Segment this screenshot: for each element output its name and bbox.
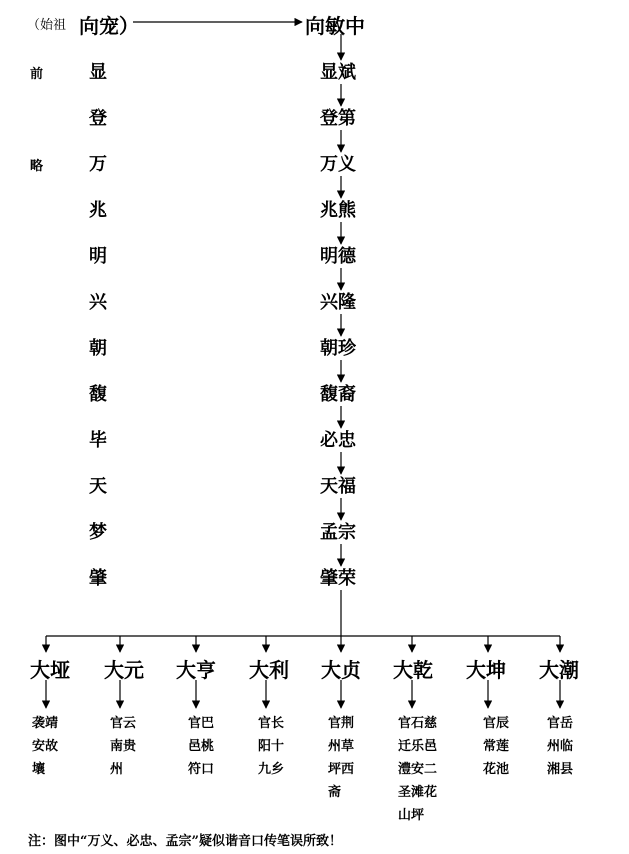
branch-place-line: 圣滩花 — [398, 785, 438, 800]
lineage-name: 登第 — [320, 108, 356, 129]
lineage-name: 天福 — [320, 476, 356, 497]
generation-char: 登 — [89, 108, 107, 129]
branch-place-line: 花池 — [483, 762, 510, 777]
branch-place — [328, 712, 354, 804]
branch-place-line: 州临 — [547, 739, 574, 754]
lineage-name: 兴隆 — [320, 292, 356, 313]
founder-name: 向宠） — [79, 14, 139, 38]
branch-place-line: 符口 — [188, 762, 215, 777]
generation-char: 万 — [89, 154, 107, 175]
lineage-name: 明德 — [320, 246, 356, 267]
branch-place-line: 湘县 — [547, 762, 574, 777]
lineage-name: 兆熊 — [320, 200, 356, 221]
branch-place-line: 官荆 — [328, 716, 355, 731]
branch-place — [32, 712, 58, 781]
branch-place-line: 斋 — [328, 785, 342, 800]
lineage-name: 馥裔 — [320, 384, 356, 405]
generation-char: 馥 — [89, 384, 107, 405]
branch-place-line: 常莲 — [483, 739, 510, 754]
side-label-omit: 略 — [30, 159, 44, 174]
footnote: 注：图中“万义、必忠、孟宗”疑似谐音口传笔误所致！ — [28, 834, 342, 849]
generation-char: 天 — [89, 476, 107, 497]
root-name: 向敏中 — [305, 14, 365, 38]
lineage-name: 朝珍 — [320, 338, 356, 359]
branch-place-line: 坪西 — [328, 762, 355, 777]
generation-char: 兴 — [89, 292, 107, 313]
branch-name: 大亨 — [176, 658, 216, 682]
branch-place — [258, 712, 284, 781]
branch-place-line: 官岳 — [547, 716, 574, 731]
branch-place-line: 官巴 — [188, 716, 215, 731]
branch-place-line: 壤 — [32, 762, 46, 777]
branch-name: 大坤 — [466, 658, 506, 682]
branch-place-line: 邑桃 — [188, 739, 215, 754]
founder-prefix: （始祖 — [27, 18, 67, 33]
branch-place-line: 州 — [110, 762, 124, 777]
generation-char: 梦 — [89, 522, 107, 543]
branch-place-line: 官云 — [110, 716, 137, 731]
branch-name: 大潮 — [539, 658, 579, 682]
branch-place — [398, 712, 437, 827]
generation-char: 显 — [89, 62, 107, 83]
lineage-name: 肇荣 — [320, 568, 356, 589]
branch-place-line: 九乡 — [258, 762, 285, 777]
branch-name: 大垭 — [30, 658, 70, 682]
branch-place — [547, 712, 573, 781]
generation-char: 朝 — [89, 338, 107, 359]
branch-name: 大元 — [104, 658, 144, 682]
lineage-name: 万义 — [320, 154, 356, 175]
side-label-front: 前 — [30, 67, 44, 82]
generation-char: 肇 — [89, 568, 107, 589]
branch-place — [483, 712, 509, 781]
lineage-name: 显斌 — [320, 62, 356, 83]
generation-char: 兆 — [89, 200, 107, 221]
branch-place-line: 袭靖 — [32, 716, 59, 731]
branch-name: 大乾 — [393, 658, 433, 682]
branch-name: 大利 — [249, 658, 289, 682]
branch-name: 大贞 — [321, 658, 361, 682]
branch-place-line: 南贵 — [110, 739, 137, 754]
branch-place-line: 州草 — [328, 739, 355, 754]
lineage-name: 孟宗 — [320, 522, 356, 543]
generation-char: 明 — [89, 246, 107, 267]
branch-place — [110, 712, 136, 781]
branch-place-line: 官辰 — [483, 716, 510, 731]
branch-place-line: 安故 — [32, 739, 59, 754]
branch-place-line: 澧安二 — [398, 762, 438, 777]
branch-place-line: 官石慈 — [398, 716, 438, 731]
branch-place-line: 官长 — [258, 716, 285, 731]
branch-place-line: 阳十 — [258, 739, 285, 754]
lineage-name: 必忠 — [320, 430, 356, 451]
generation-char: 毕 — [89, 430, 107, 451]
branch-place-line: 山坪 — [398, 808, 425, 823]
branch-place — [188, 712, 214, 781]
branch-place-line: 迁乐邑 — [398, 739, 438, 754]
